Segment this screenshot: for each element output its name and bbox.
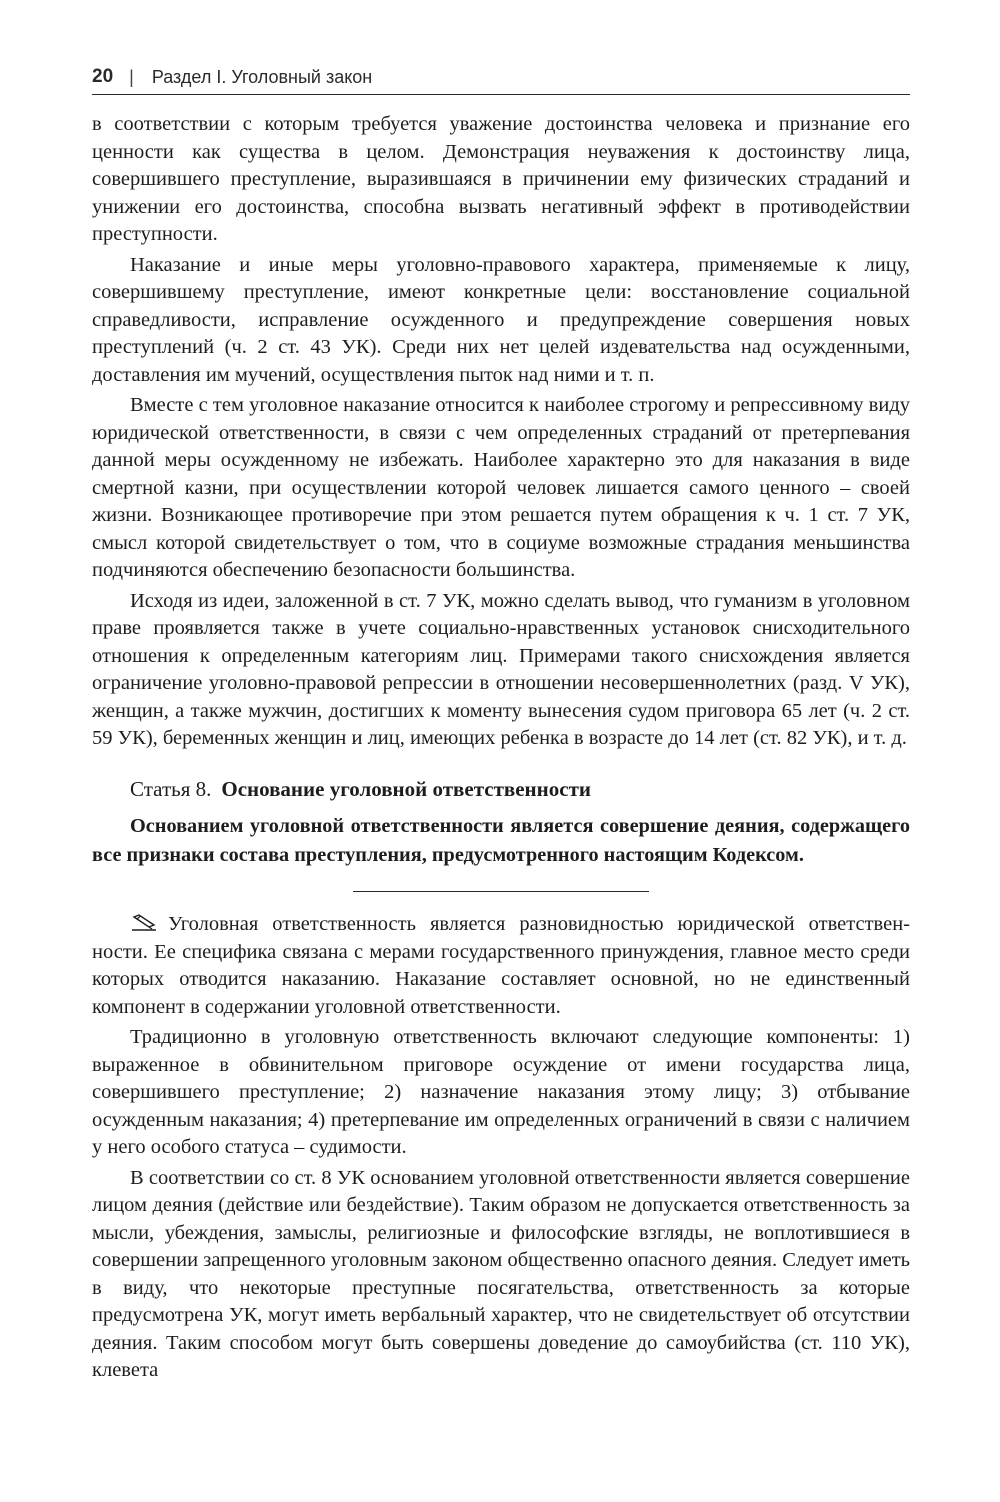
paragraph-continued: в соответствии с которым требуется уважение достоинства человека и признание его ценности как существа в целом. Демонстрация неуважения к достоинству лица, совершившего преступление, выразившаяся в причинении ему физических страданий и унижении его достоинства, способна вызвать негативный эффект в противодействии преступности. bbox=[92, 113, 910, 245]
paragraph-punishment-severity: Вместе с тем уголовное наказание относится к наиболее строгому и репрессивному виду юридической ответственности, в связи с чем определенных страданий от претерпевания данной меры осужденному не избежать. Наиболее характерно это для наказания в виде смертной казни, при осуществлении которой человек лишается самого ценного – своей жизни. Возникающее противоречие при этом решается путем обращения к ч. 1 ст. 7 УК, смысл которой свидетельствует о том, что в социуме возможные страдания меньшинства подчиняются обеспечению безопасности большинства. bbox=[92, 394, 910, 581]
commentary-paragraph-2: Традиционно в уголовную ответственность включают следующие компоненты: 1) выраженное в обвинительном приговоре осуждение от имени государства лица, совершившего преступление; 2) назначение наказания этому лицу; 3) отбывание осужденным наказания; 4) претерпевание им определенных ограничений в связи с наличием у него особого статуса – судимости. bbox=[92, 1026, 910, 1158]
paragraph-humanism: Исходя из идеи, заложенной в ст. 7 УК, можно сделать вывод, что гуманизм в уголовном праве проявляется также в учете социально-нравственных установок снисходительного отношения к определенным категориям лиц. Примерами такого снисхождения является ограничение уголовно-правовой репрессии в отношении несовершеннолетних (разд. V УК), женщин, а также мужчин, достигших к моменту вынесения судом приговора 65 лет (ч. 2 ст. 59 УК), беременных женщин и лиц, имеющих ребенка в возрасте до 14 лет (ст. 82 УК), и т. д. bbox=[92, 589, 910, 749]
commentary-text-1: Уголовная ответственность является разновидностью юридической ответственности. Ее специфика связана с мерами государственного принуждения, главное место среди которых отводится наказанию. Наказание составляет основной, но не единственный компонент в содержании уголовной ответственности. bbox=[92, 913, 910, 1018]
book-page bbox=[92, 60, 910, 1385]
section-title: Раздел I. Уголовный закон bbox=[151, 66, 373, 87]
pen-writing-icon bbox=[130, 914, 158, 932]
header-separator: | bbox=[129, 66, 134, 87]
commentary-paragraph-1 bbox=[92, 911, 910, 1021]
commentary-paragraph-3: В соответствии со ст. 8 УК основанием уголовной ответственности является совершение лицом деяния (действие или бездействие). Таким образом не допускается ответственность за мысли, убеждения, замыслы, религиозные и философские взгляды, не воплотившиеся в совершении запрещенного уголовным законом общественно опасного деяния. Следует иметь в виду, что некоторые преступные посягательства, ответственность за которые предусмотрена УК, могут иметь вербальный характер, что не свидетельствует об отсутствии деяния. Таким способом могут быть совершены доведение до самоубийства (ст. 110 УК), клевета bbox=[92, 1166, 910, 1381]
page-content bbox=[92, 111, 910, 1385]
article-heading bbox=[92, 776, 910, 804]
paragraph-punishment-goals: Наказание и иные меры уголовно-правового характера, применяемые к лицу, совершившему преступление, имеют конкретные цели: восстановление социальной справедливости, исправление осужденного и предупреждение совершения новых преступлений (ч. 2 ст. 43 УК). Среди них нет целей издевательства над осужденными, доставления им мучений, осуществления пыток над ними и т. п. bbox=[92, 253, 910, 386]
page-number: 20 bbox=[92, 66, 114, 87]
article-text: Основанием уголовной ответственности является совершение деяния, содержащего все признаки состава преступления, предусмотренного настоящим Кодексом. bbox=[92, 815, 910, 866]
article-title: Основание уголовной ответственности bbox=[221, 776, 591, 801]
running-header bbox=[92, 60, 910, 95]
article-number: Статья 8. bbox=[130, 776, 212, 801]
section-divider bbox=[353, 891, 649, 892]
